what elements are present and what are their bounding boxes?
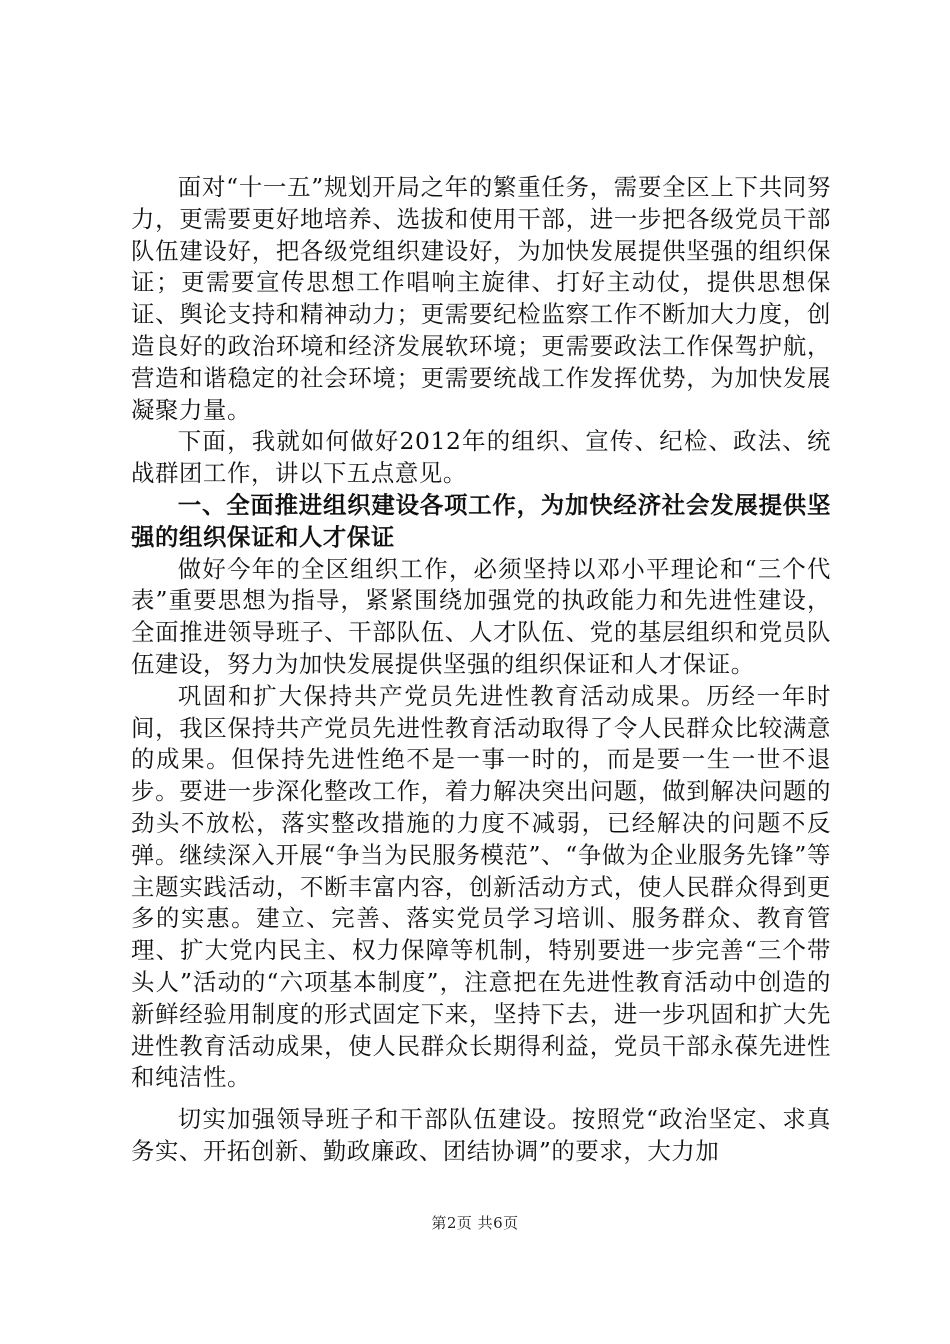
- paragraph-consolidate-results: 巩固和扩大保持共产党员先进性教育活动成果。历经一年时间，我区保持共产党员先进性教育活动取得了令人民群众比较满意的成果。但保持先进性绝不是一事一时的，而是要一生一世不退步。要进一步深化整改工作，着力解决突出问题，做到解决问题的劲头不放松，落实整改措施的力度不减弱，已经解决的问题不反弹。继续深入开展“争当为民服务模范”、“争做为企业服务先锋”等主题实践活动，不断丰富内容，创新活动方式，使人民群众得到更多的实惠。建立、完善、落实党员学习培训、服务群众、教育管理、扩大党内民主、权力保障等机制，特别要进一步完善“三个带头人”活动的“六项基本制度”，注意把在先进性教育活动中创造的新鲜经验用制度的形式固定下来，坚持下去，进一步巩固和扩大先进性教育活动成果，使人民群众长期得利益，党员干部永葆先进性和纯洁性。: [131, 681, 831, 1092]
- paragraph-organization-work: 做好今年的全区组织工作，必须坚持以邓小平理论和“三个代表”重要思想为指导，紧紧围绕加强党的执政能力和先进性建设，全面推进领导班子、干部队伍、人才队伍、党的基层组织和党员队伍建设，努力为加快发展提供坚强的组织保证和人才保证。: [131, 554, 831, 678]
- paragraph-outline: 下面，我就如何做好2012年的组织、宣传、纪检、政法、统战群团工作，讲以下五点意见。: [131, 427, 831, 488]
- paragraph-leadership-building: 切实加强领导班子和干部队伍建设。按照党“政治坚定、求真务实、开拓创新、勤政廉政、团结协调”的要求，大力加: [131, 1105, 831, 1165]
- document-body: [131, 172, 831, 1168]
- page-number-footer: 第2页 共6页: [431, 1214, 519, 1232]
- section-heading-1: 一、全面推进组织建设各项工作，为加快经济社会发展提供坚强的组织保证和人才保证: [131, 490, 831, 551]
- paragraph-intro: 面对“十一五”规划开局之年的繁重任务，需要全区上下共同努力，更需要更好地培养、选拔和使用干部，进一步把各级党员干部队伍建设好，把各级党组织建设好，为加快发展提供坚强的组织保证；更需要宣传思想工作唱响主旋律、打好主动仗，提供思想保证、舆论支持和精神动力；更需要纪检监察工作不断加大力度，创造良好的政治环境和经济发展软环境；更需要政法工作保驾护航，营造和谐稳定的社会环境；更需要统战工作发挥优势，为加快发展凝聚力量。: [131, 173, 831, 424]
